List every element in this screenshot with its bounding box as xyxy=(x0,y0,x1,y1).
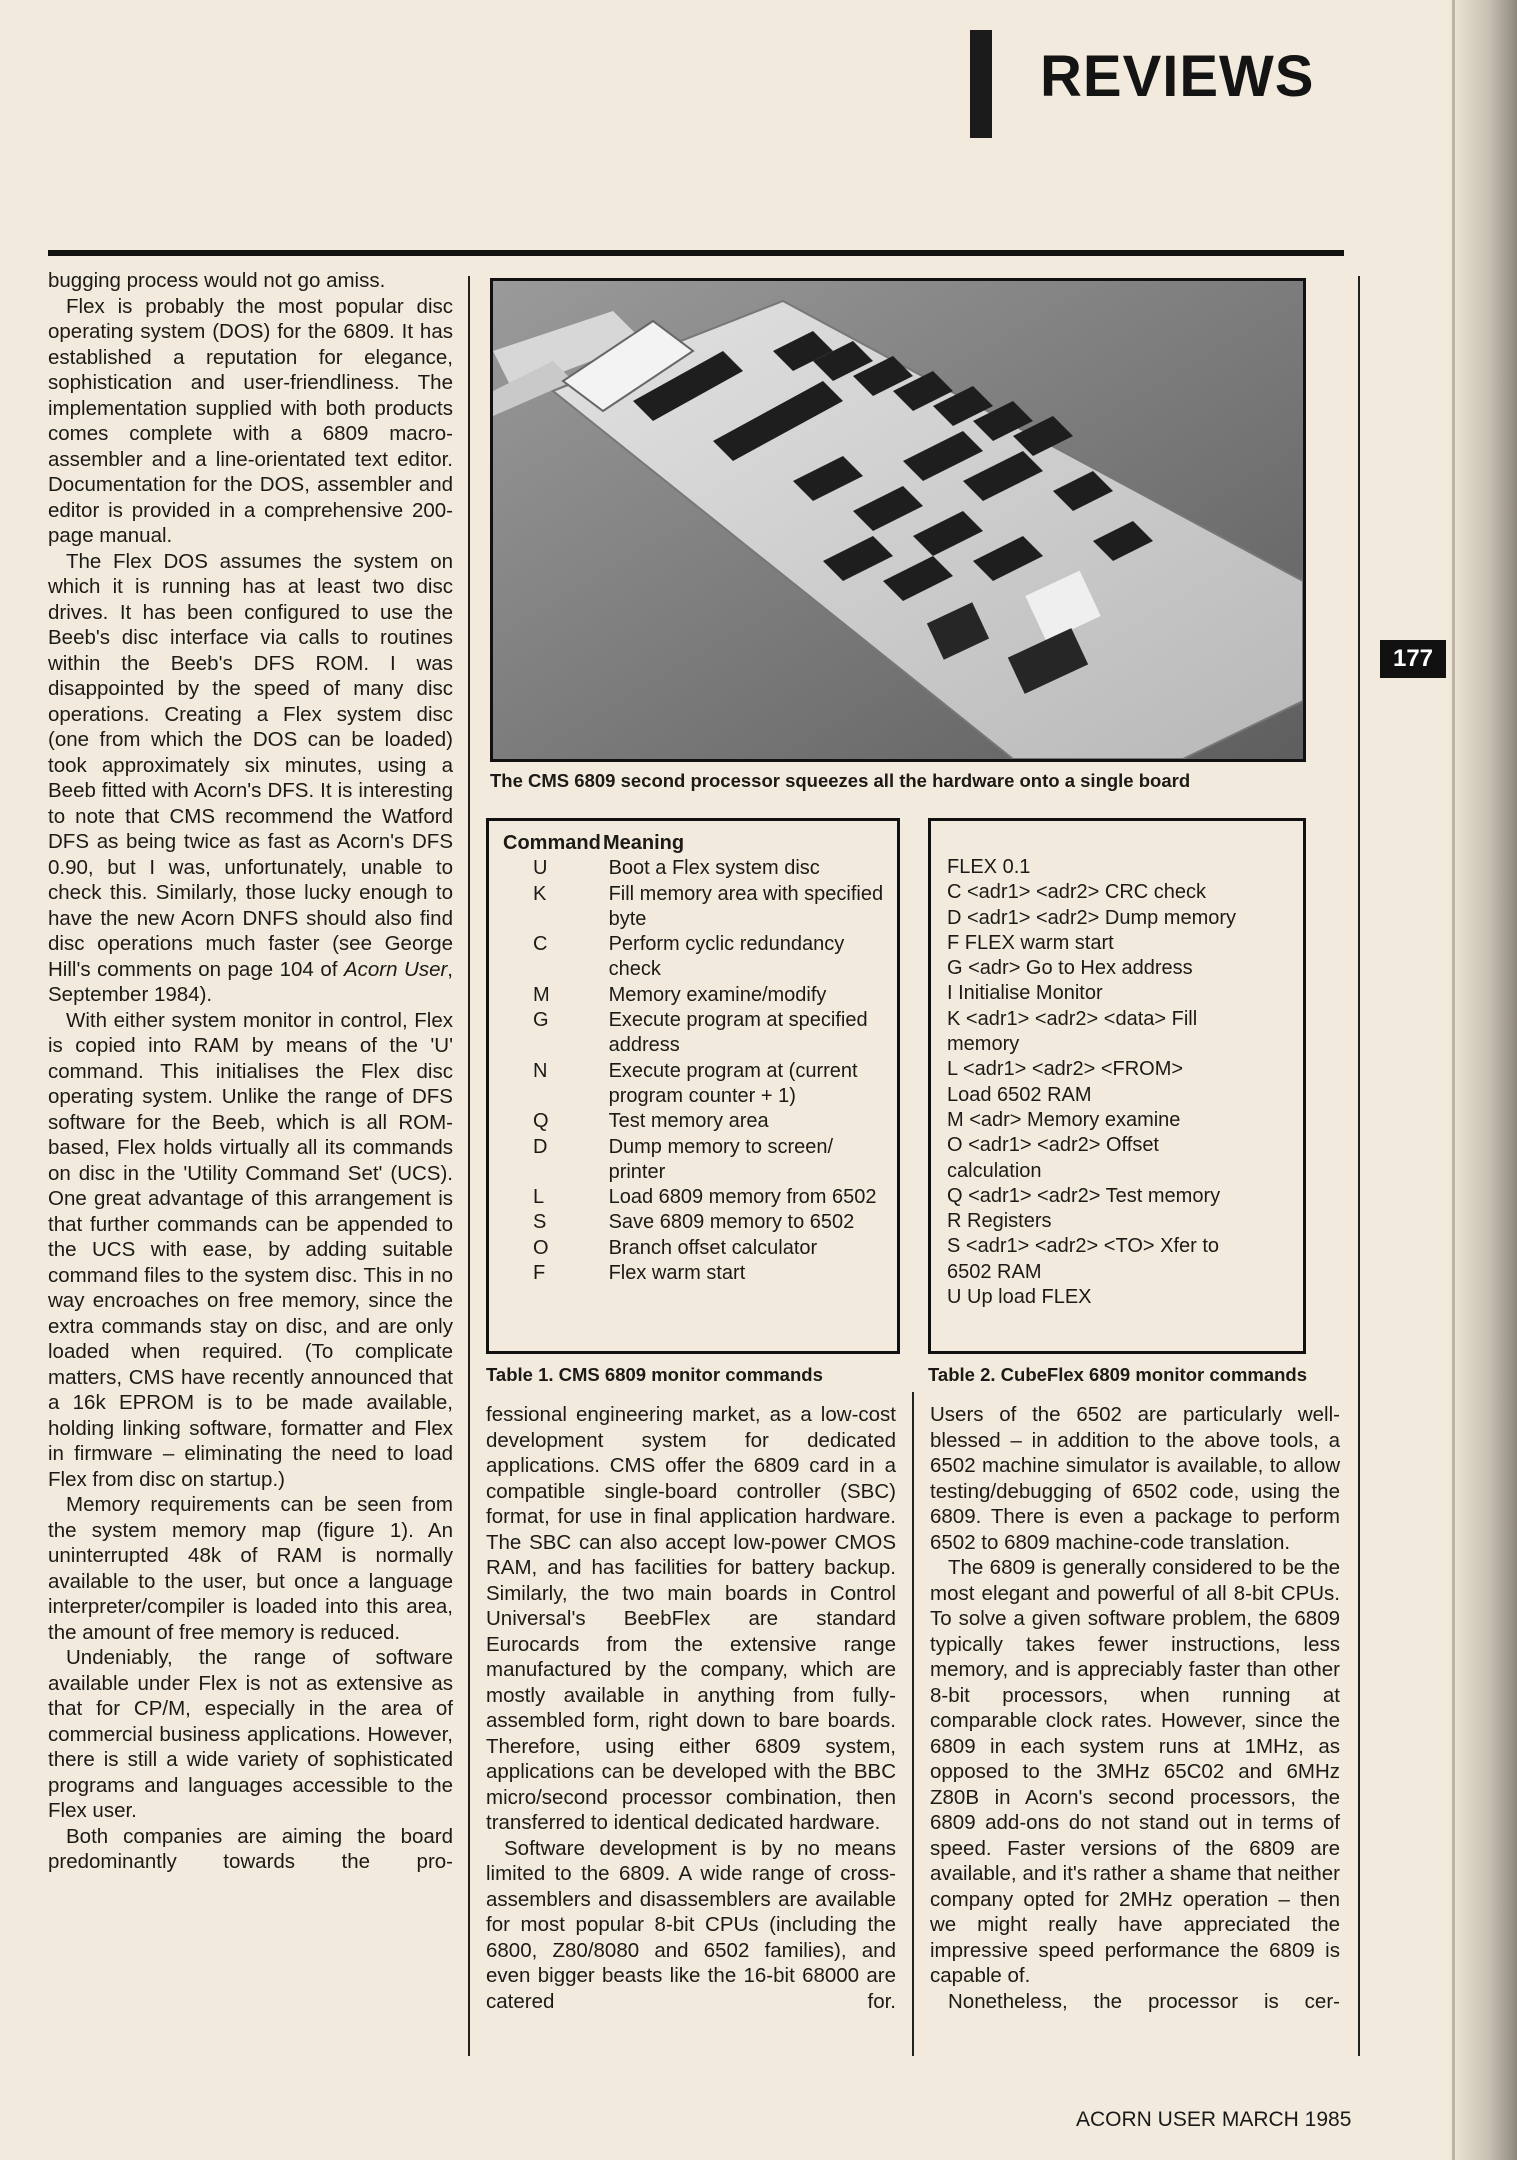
table-line: D <adr1> <adr2> Dump memory xyxy=(947,906,1237,929)
table-line: calculation xyxy=(947,1159,1042,1182)
page-edge-shadow xyxy=(1447,0,1517,2160)
section-title: REVIEWS xyxy=(1040,44,1315,109)
column-1 xyxy=(48,268,453,1875)
header-command: Command xyxy=(503,832,601,854)
table-line: O <adr1> <adr2> Offset xyxy=(947,1134,1159,1157)
table-row: O Branch offset calculator xyxy=(533,1236,818,1259)
table-line: M <adr> Memory examine xyxy=(947,1108,1181,1131)
page-footer: ACORN USER MARCH 1985 xyxy=(1076,2108,1352,2131)
paragraph: Both companies are aiming the board predominantly towards the pro- xyxy=(48,1824,453,1873)
table-line: memory xyxy=(947,1033,1020,1056)
header-black-block xyxy=(970,30,992,138)
table-line: C <adr1> <adr2> CRC check xyxy=(947,881,1207,904)
page-number-tab: 177 xyxy=(1380,640,1446,678)
table-line: Q <adr1> <adr2> Test memory xyxy=(947,1184,1221,1207)
table-row: M Memory examine/modify xyxy=(533,983,827,1006)
table-row: N Execute program at (current program counter + 1) xyxy=(533,1059,858,1107)
circuit-board-photo xyxy=(490,278,1306,762)
table-line: F FLEX warm start xyxy=(947,931,1114,954)
table-line: FLEX 0.1 xyxy=(947,856,1031,878)
table-line: L <adr1> <adr2> <FROM> xyxy=(947,1058,1184,1081)
paragraph: Nonetheless, the processor is cer- xyxy=(948,1989,1340,2013)
column-divider-far-right xyxy=(1358,276,1360,2056)
column-divider-left xyxy=(468,276,470,2056)
paragraph: Software development is by no means limited to the 6809. A wide range of cross-assemblers and disassemblers are available for most popular 8-bit CPUs (including the 6800, Z80/8080 and 6502 families), and even bigger beasts like the 16-bit 68000 are catered for. xyxy=(486,1836,896,2013)
table-cms-monitor-commands xyxy=(486,818,900,1354)
table-row: C Perform cyclic redundancy check xyxy=(533,933,845,981)
table-line: K <adr1> <adr2> <data> Fill xyxy=(947,1007,1198,1030)
table-row: F Flex warm start xyxy=(533,1262,746,1285)
table-1-caption: Table 1. CMS 6809 monitor commands xyxy=(486,1364,823,1385)
table-row: D Dump memory to screen/ printer xyxy=(533,1135,834,1183)
table-row: S Save 6809 memory to 6502 xyxy=(533,1211,855,1234)
table-row: G Execute program at specified address xyxy=(533,1009,868,1057)
publication-title: Acorn User xyxy=(343,957,448,981)
table-row: U Boot a Flex system disc xyxy=(533,857,820,880)
paragraph: Users of the 6502 are particularly well-blessed – in addition to the above tools, a 6502 machine simulator is available, to allow testing/debugging of 6502 code, using the 6809. There is even a package to perform 6502 to 6809 machine-code translation. xyxy=(930,1403,1340,1554)
paragraph: The Flex DOS assumes the system on which it is running has at least two disc drives. It has been configured to use the Beeb's disc interface via calls to routines within the Beeb's DFS ROM. I was disappointed by the speed of many disc operations. Creating a Flex system disc (one from which the DOS can be loaded) took approximately six minutes, using a Beeb fitted with Acorn's DFS. It is interesting to note that CMS recommend the Watford DFS as being twice as fast as Acorn's DFS 0.90, but I was, unfortunately, unable to check this. Similarly, those lucky enough to have the new Acorn DNFS should also find disc operations much faster (see George Hill's comments on page 104 of Acorn User, September 1984). xyxy=(48,549,453,1006)
table-row: K Fill memory area with specified byte xyxy=(533,882,884,930)
column-divider-right xyxy=(912,1392,914,2056)
header-meaning: Meaning xyxy=(603,832,685,854)
table-line: R Registers xyxy=(947,1210,1052,1233)
photo-caption: The CMS 6809 second processor squeezes all the hardware onto a single board xyxy=(490,770,1191,791)
paragraph: Undeniably, the range of software available under Flex is not as extensive as that for CP/M, especially in the area of commercial business applications. However, there is still a wide variety of sophisticated programs and languages accessible to the Flex user. xyxy=(48,1646,453,1822)
table-line: 6502 RAM xyxy=(947,1260,1042,1283)
paragraph: fessional engineering market, as a low-cost development system for dedicated applications. CMS offer the 6809 card in a compatible single-board controller (SBC) format, for use in final application hardware. The SBC can also accept low-power CMOS RAM, and has facilities for battery backup. Similarly, the two main boards in Control Universal's BeebFlex are standard Eurocards from the extensive range manufactured by the company, which are mostly available in anything from fully-assembled form, right down to bare boards. Therefore, using either 6809 system, applications can be developed with the BBC micro/second processor combination, then transferred to identical dedicated hardware. xyxy=(486,1403,896,1834)
paragraph: bugging process would not go amiss. xyxy=(48,269,386,292)
table-2-caption: Table 2. CubeFlex 6809 monitor commands xyxy=(928,1364,1308,1385)
page-edge xyxy=(1452,0,1455,2160)
table-line: G <adr> Go to Hex address xyxy=(947,957,1193,980)
table-row: L Load 6809 memory from 6502 xyxy=(533,1186,877,1209)
column-3 xyxy=(930,1402,1340,2014)
column-2 xyxy=(486,1402,896,2014)
table-row: Q Test memory area xyxy=(533,1110,769,1133)
table-line: S <adr1> <adr2> <TO> Xfer to xyxy=(947,1235,1220,1258)
header-rule xyxy=(48,250,1344,256)
paragraph: Flex is probably the most popular disc operating system (DOS) for the 6809. It has established a reputation for elegance, sophistication and user-friendliness. The implementation supplied with both products comes complete with a 6809 macro-assembler and a line-orientated text editor. Documentation for the DOS, assembler and editor is provided in a comprehensive 200-page manual. xyxy=(48,294,453,547)
table-line: U Up load FLEX xyxy=(947,1286,1092,1309)
paragraph: Memory requirements can be seen from the system memory map (figure 1). An uninterrupted 48k of RAM is normally available to the user, but once a language interpreter/compiler is loaded into this area, the amount of free memory is reduced. xyxy=(48,1493,453,1644)
table-header xyxy=(503,831,887,856)
table-cubeflex-monitor-commands xyxy=(928,818,1306,1354)
paragraph: The 6809 is generally considered to be the most elegant and powerful of all 8-bit CPUs. To solve a given software problem, the 6809 typically takes fewer instructions, less memory, and is appreciably faster than other 8-bit processors, when running at comparable clock rates. However, since the 6809 in each system runs at 1MHz, as opposed to the 3MHz 65C02 and 6MHz Z80B in Acorn's second processors, the 6809 add-ons do not stand out in terms of speed. Faster versions of the 6809 are available, and it's rather a shame that neither company opted for 2MHz operation – then we might really have appreciated the impressive speed performance the 6809 is capable of. xyxy=(930,1556,1340,1987)
table-line: I Initialise Monitor xyxy=(947,982,1103,1005)
table-line: Load 6502 RAM xyxy=(947,1083,1092,1106)
paragraph: With either system monitor in control, Flex is copied into RAM by means of the 'U' command. This initialises the Flex disc operating system. Unlike the range of DFS software for the Beeb, which is all ROM-based, Flex holds virtually all its commands on disc in the 'Utility Command Set' (UCS). One great advantage of this arrangement is that further commands can be appended to the UCS with ease, by adding suitable command files to the system disc. This in no way encroaches on free memory, since the extra commands stay on disc, and are only loaded when required. (To complicate matters, CMS have recently announced that a 16k EPROM is to be made available, holding linking software, formatter and Flex in firmware – eliminating the need to load Flex from disc on startup.) xyxy=(48,1008,453,1491)
